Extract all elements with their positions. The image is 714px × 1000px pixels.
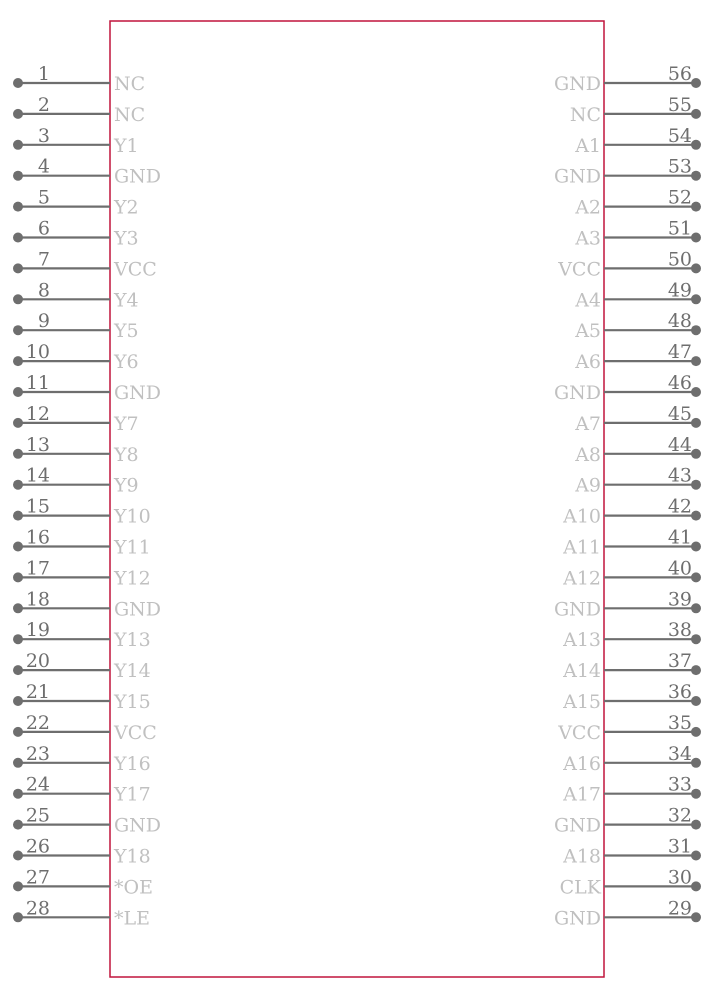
pin-name: A10 [563,505,601,528]
pin-39 [554,588,701,620]
pin-53 [554,156,701,188]
pin-45 [574,403,701,435]
pin-connector-dot [13,912,23,922]
pin-number: 39 [667,588,692,611]
pin-connector-dot [13,820,23,830]
pin-connector-dot [691,603,701,613]
pin-6 [13,218,139,250]
pin-50 [557,248,701,280]
pin-name: CLK [559,876,601,899]
pin-number: 2 [37,93,50,116]
pin-name: Y10 [114,505,151,528]
pin-name: Y3 [114,227,139,250]
pin-connector-dot [13,140,23,150]
pin-connector-dot [691,511,701,521]
pin-8 [13,279,139,311]
pin-connector-dot [691,233,701,243]
pin-number: 46 [667,372,692,394]
pin-connector-dot [13,233,23,243]
pin-48 [574,310,701,342]
pin-7 [13,248,157,280]
pin-36 [562,681,701,713]
pin-connector-dot [691,727,701,737]
pin-connector-dot [691,387,701,397]
pin-name: GND [553,382,601,404]
pin-number: 15 [25,495,50,518]
pin-name: Y4 [114,289,139,312]
pin-name: A3 [575,227,601,250]
pin-connector-dot [691,449,701,459]
pin-connector-dot [13,634,23,644]
pin-18 [13,588,161,620]
pin-connector-dot [691,572,701,582]
pin-name: Y9 [114,474,139,497]
pin-42 [562,496,701,528]
pin-name: GND [553,598,601,621]
pin-name: Y1 [114,134,139,157]
pin-number: 45 [667,402,692,425]
pin-number: 3 [37,124,50,147]
pin-connector-dot [691,140,701,150]
pin-name: Y7 [114,412,139,435]
pin-name: NC [569,103,601,126]
pin-name: Y6 [114,351,139,374]
pin-24 [13,774,151,806]
pin-connector-dot [691,634,701,644]
pin-54 [574,125,701,157]
pin-13 [13,434,139,466]
pin-connector-dot [691,542,701,552]
pin-number: 34 [667,742,692,765]
pin-number: 6 [37,217,50,240]
pin-connector-dot [13,511,23,521]
pin-2 [13,94,145,126]
pin-name: Y16 [114,752,151,775]
pin-17 [13,557,151,589]
pin-31 [562,836,701,868]
pin-5 [13,187,139,219]
pin-32 [554,805,701,837]
pin-40 [562,557,701,589]
pin-connector-dot [691,758,701,768]
pin-1 [13,63,145,95]
pin-connector-dot [691,665,701,675]
pin-number: 42 [667,495,692,518]
pin-55 [570,94,701,126]
pin-name: Y8 [114,443,139,466]
pin-number: 53 [667,155,692,178]
pin-connector-dot [13,572,23,582]
pin-number: 4 [37,155,50,178]
pin-number: 22 [25,711,50,734]
pin-49 [574,279,701,311]
pin-30 [560,866,701,898]
pin-connector-dot [691,78,701,88]
pin-51 [574,218,701,250]
pin-connector-dot [13,727,23,737]
pin-number: 19 [25,619,50,642]
pin-name: GND [114,382,162,404]
pin-name: VCC [114,721,157,744]
pin-46 [554,372,701,404]
pin-number: 37 [667,650,692,673]
pin-connector-dot [13,171,23,181]
pin-name: NC [114,73,146,95]
pin-name: *OE [114,876,153,899]
pin-connector-dot [691,109,701,119]
pin-connector-dot [13,356,23,366]
pin-name: Y5 [114,320,139,343]
pin-number: 55 [667,93,692,116]
pin-connector-dot [13,758,23,768]
pin-number: 56 [667,63,692,85]
pin-52 [574,187,701,219]
pin-name: A13 [563,629,601,652]
pin-number: 25 [25,804,50,827]
pin-connector-dot [691,263,701,273]
pin-26 [13,836,151,868]
pin-number: 29 [667,897,692,920]
pin-connector-dot [691,820,701,830]
pin-connector-dot [691,851,701,861]
pin-connector-dot [691,480,701,490]
pin-number: 31 [667,835,692,858]
pin-connector-dot [691,294,701,304]
pin-connector-dot [13,109,23,119]
pin-name: A9 [575,474,601,497]
pin-number: 43 [667,464,692,487]
pin-12 [13,403,139,435]
pin-name: NC [114,103,146,126]
pin-name: A5 [575,320,601,343]
pin-name: A11 [563,536,601,559]
pin-name: GND [114,814,162,837]
right-pin-group [554,63,701,929]
pin-35 [557,712,701,744]
pin-name: VCC [558,721,601,744]
pin-number: 24 [25,773,50,796]
pin-connector-dot [13,851,23,861]
pin-56 [554,63,701,95]
pin-number: 20 [25,650,50,673]
pin-14 [13,465,139,497]
pin-name: A2 [575,196,601,219]
ic-body-outline [110,21,604,977]
pin-number: 17 [25,557,50,580]
pin-number: 50 [667,248,692,271]
pin-connector-dot [691,696,701,706]
pin-connector-dot [691,356,701,366]
pin-34 [562,743,701,775]
pin-number: 13 [25,433,50,456]
pin-number: 47 [667,341,692,364]
pin-connector-dot [13,665,23,675]
pin-number: 5 [37,186,50,209]
pin-number: 41 [667,526,692,549]
pin-23 [13,743,151,775]
pin-name: A17 [563,783,601,806]
pin-number: 11 [25,372,50,394]
pin-38 [562,619,701,651]
pin-connector-dot [13,418,23,428]
left-pin-group [13,63,161,929]
pin-connector-dot [691,912,701,922]
pin-number: 23 [25,742,50,765]
pin-number: 33 [667,773,692,796]
pin-name: Y18 [114,845,151,868]
pin-20 [13,650,151,682]
pin-number: 51 [667,217,692,240]
pin-connector-dot [691,881,701,891]
pin-name: Y2 [114,196,139,219]
pin-number: 44 [667,433,692,456]
pin-name: Y17 [114,783,151,806]
pin-3 [13,125,139,157]
pin-25 [13,805,161,837]
pin-47 [574,341,701,373]
pin-connector-dot [13,78,23,88]
pin-number: 10 [25,341,50,364]
pin-name: GND [553,814,601,837]
pin-number: 26 [25,835,50,858]
pin-name: GND [114,165,162,188]
pin-number: 16 [25,526,50,549]
pin-connector-dot [13,480,23,490]
pin-16 [13,527,151,559]
pin-4 [13,156,161,188]
pin-name: GND [553,907,601,930]
pin-connector-dot [13,263,23,273]
pin-connector-dot [691,202,701,212]
pin-name: A14 [563,660,601,683]
pin-connector-dot [13,202,23,212]
pin-name: Y13 [114,629,151,652]
pin-connector-dot [13,294,23,304]
pin-19 [13,619,151,651]
pin-number: 1 [37,63,50,85]
pin-number: 40 [667,557,692,580]
pin-connector-dot [13,449,23,459]
pin-name: A16 [563,752,601,775]
pin-number: 27 [25,866,50,889]
pin-27 [13,866,153,898]
pin-name: A1 [575,134,601,157]
pin-number: 28 [25,897,50,920]
pin-name: GND [553,165,601,188]
pin-name: A6 [575,351,601,374]
pin-name: GND [114,598,162,621]
pin-number: 30 [667,866,692,889]
pin-22 [13,712,157,744]
pin-connector-dot [691,789,701,799]
pin-name: A18 [563,845,601,868]
pin-connector-dot [13,881,23,891]
pin-name: Y12 [114,567,151,590]
pin-9 [13,310,139,342]
pin-10 [13,341,139,373]
pin-number: 8 [37,279,50,302]
pin-number: 18 [25,588,50,611]
pin-21 [13,681,151,713]
pin-name: VCC [558,258,601,281]
pin-connector-dot [13,325,23,335]
pin-28 [13,897,150,929]
pin-name: A8 [575,443,601,466]
pin-29 [554,897,701,929]
pin-connector-dot [13,387,23,397]
pin-connector-dot [691,325,701,335]
pin-name: A4 [575,289,601,312]
pin-33 [562,774,701,806]
pin-number: 36 [667,681,692,703]
pin-37 [562,650,701,682]
pin-number: 14 [25,464,50,487]
pin-name: Y11 [114,536,151,559]
pin-connector-dot [691,171,701,181]
pin-number: 52 [667,186,692,209]
pin-number: 32 [667,804,692,827]
pin-name: *LE [114,907,150,930]
pin-connector-dot [13,696,23,706]
pin-43 [574,465,701,497]
pin-number: 7 [37,248,50,271]
pin-number: 54 [667,124,692,147]
pin-connector-dot [13,603,23,613]
pin-number: 38 [667,619,692,642]
pin-name: Y15 [114,691,151,713]
pin-name: A15 [563,691,601,713]
pin-connector-dot [13,789,23,799]
pin-connector-dot [691,418,701,428]
pin-number: 9 [37,310,50,333]
pin-11 [13,372,161,404]
pin-number: 12 [25,402,50,425]
pin-name: VCC [114,258,157,281]
pin-name: Y14 [114,660,151,683]
pin-name: A7 [575,412,601,435]
pin-41 [562,527,701,559]
pin-44 [574,434,701,466]
pin-number: 48 [667,310,692,333]
pin-number: 35 [667,711,692,734]
pin-number: 21 [25,681,50,703]
pin-number: 49 [667,279,692,302]
pin-connector-dot [13,542,23,552]
pin-15 [13,496,151,528]
pin-name: GND [553,73,601,95]
pin-name: A12 [563,567,601,590]
